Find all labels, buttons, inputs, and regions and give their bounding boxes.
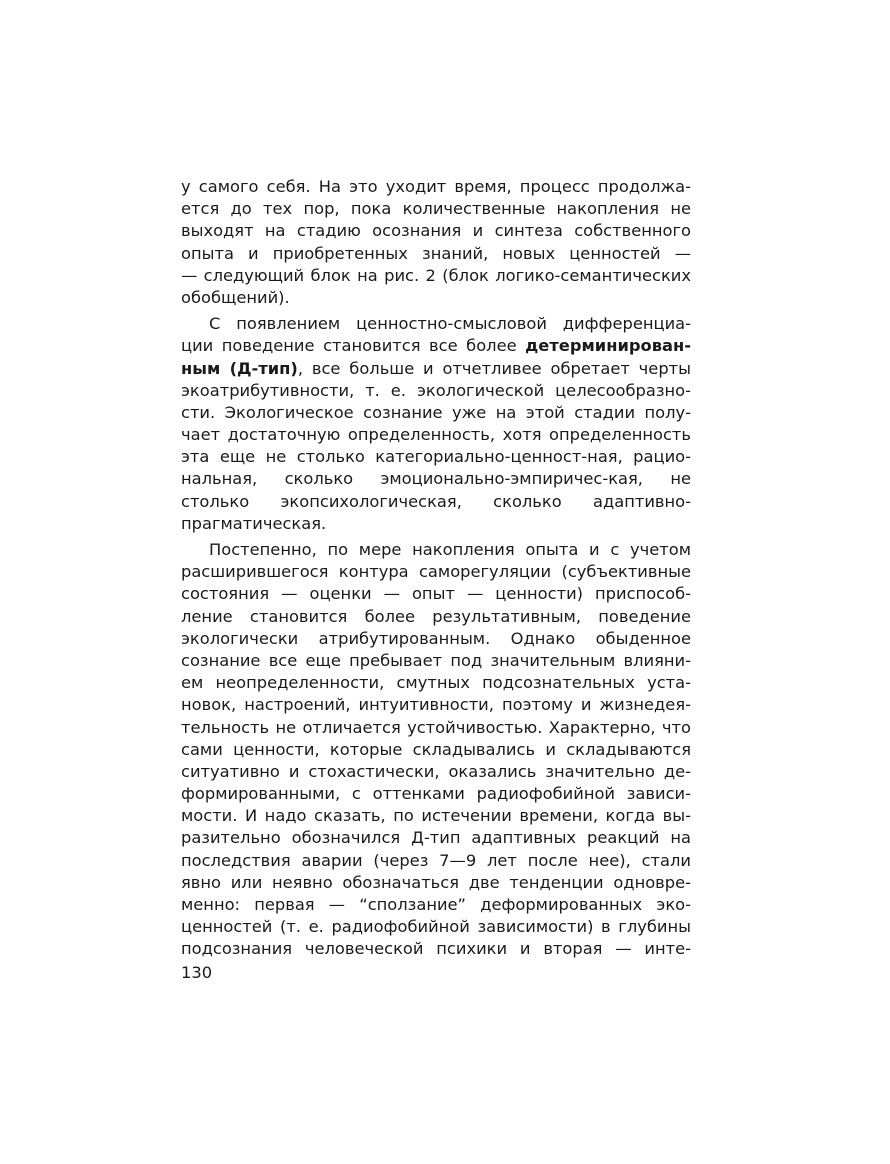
text-line <box>181 468 691 490</box>
text-run: С появлением ценностно-смысловой дифференциа- <box>209 314 691 334</box>
text-run: ется до тех пор, пока количественные накопления не <box>181 199 691 219</box>
text-run: ции поведение становится все более <box>181 336 526 356</box>
text-line <box>181 583 691 605</box>
text-line <box>181 606 691 628</box>
text-run: — следующий блок на рис. 2 (блок логико-семантических <box>181 265 691 285</box>
text-line <box>181 265 691 287</box>
text-run: состояния — оценки — опыт — ценности) приспособ- <box>181 584 691 604</box>
text-line <box>181 198 691 220</box>
text-run: ситуативно и стохастически, оказались значительно де- <box>181 761 691 781</box>
bold-term: ным (Д-тип) <box>181 358 298 378</box>
text-line <box>181 358 691 380</box>
text-run: выходят на стадию осознания и синтеза собственного <box>181 221 691 241</box>
text-run: менно: первая — “сползание” деформированных эко- <box>181 895 691 914</box>
text-line <box>181 424 691 446</box>
text-run: сти. Экологическое сознание уже на этой стадии полу- <box>181 402 691 422</box>
text-run: столько экопсихологическая, сколько адаптивно- <box>181 491 691 511</box>
text-run: сознание все еще пребывает под значительным влияни- <box>181 650 691 670</box>
text-line <box>181 491 691 513</box>
text-line <box>181 446 691 468</box>
text-line <box>181 694 691 716</box>
text-run: формированными, с оттенками радиофобийной зависи- <box>181 784 691 804</box>
text-line <box>181 335 691 357</box>
text-line <box>181 872 691 894</box>
text-run: расширившегося контура саморегуляции (субъективные <box>181 562 691 582</box>
text-line <box>181 513 691 535</box>
text-run: нальная, сколько эмоционально-эмпиричес-кая, не <box>181 469 691 489</box>
text-line <box>181 243 691 265</box>
text-line <box>181 938 691 960</box>
text-run: эта еще не столько категориально-ценност-ная, рацио- <box>181 447 691 467</box>
text-line <box>181 827 691 849</box>
text-line <box>181 313 691 335</box>
paragraph <box>181 313 691 535</box>
text-line <box>181 672 691 694</box>
text-line <box>181 739 691 761</box>
text-line <box>181 650 691 672</box>
text-line <box>181 805 691 827</box>
text-run: , все больше и отчетливее обретает черты <box>297 358 691 378</box>
text-run: мости. И надо сказать, по истечении времени, когда вы- <box>181 806 691 826</box>
text-line <box>181 916 691 938</box>
text-run: явно или неявно обозначаться две тенденции одновре- <box>181 872 691 892</box>
text-run: сами ценности, которые складывались и складываются <box>181 739 691 759</box>
text-run: чает достаточную определенность, хотя определенность <box>181 425 691 445</box>
page-number: 130 <box>181 963 213 982</box>
text-run: новок, настроений, интуитивности, поэтому и жизнедея- <box>181 695 691 715</box>
text-line <box>181 220 691 242</box>
text-run: у самого себя. На это уходит время, процесс продолжа- <box>181 177 691 196</box>
paragraph <box>181 539 691 961</box>
text-run: подсознания человеческой психики и вторая — инте- <box>181 939 691 959</box>
paragraph <box>181 176 691 309</box>
text-run: экоатрибутивности, т. е. экологической целесообразно- <box>181 380 691 400</box>
text-line <box>181 628 691 650</box>
text-run: ем неопределенности, смутных подсознательных уста- <box>181 673 691 693</box>
text-line <box>181 783 691 805</box>
text-line <box>181 894 691 916</box>
text-line <box>181 402 691 424</box>
text-run: обобщений). <box>181 287 290 307</box>
text-run: последствия аварии (через 7—9 лет после нее), стали <box>181 850 691 870</box>
text-run: опыта и приобретенных знаний, новых ценностей — <box>181 243 691 263</box>
text-run: ление становится более результативным, поведение <box>181 606 691 626</box>
text-run: разительно обозначился Д-тип адаптивных реакций на <box>181 828 691 848</box>
text-line <box>181 539 691 561</box>
text-run: Постепенно, по мере накопления опыта и с учетом <box>209 540 691 559</box>
text-run: тельность не отличается устойчивостью. Характерно, что <box>181 717 691 737</box>
text-line <box>181 850 691 872</box>
text-line <box>181 717 691 739</box>
text-line <box>181 287 691 309</box>
text-run: прагматическая. <box>181 513 327 533</box>
text-run: экологически атрибутированным. Однако обыденное <box>181 628 691 648</box>
text-line <box>181 761 691 783</box>
text-line <box>181 380 691 402</box>
text-line <box>181 176 691 198</box>
text-line <box>181 561 691 583</box>
text-run: ценностей (т. е. радиофобийной зависимости) в глубины <box>181 917 691 937</box>
bold-term: детерминирован- <box>525 336 691 356</box>
body-text <box>181 176 691 961</box>
